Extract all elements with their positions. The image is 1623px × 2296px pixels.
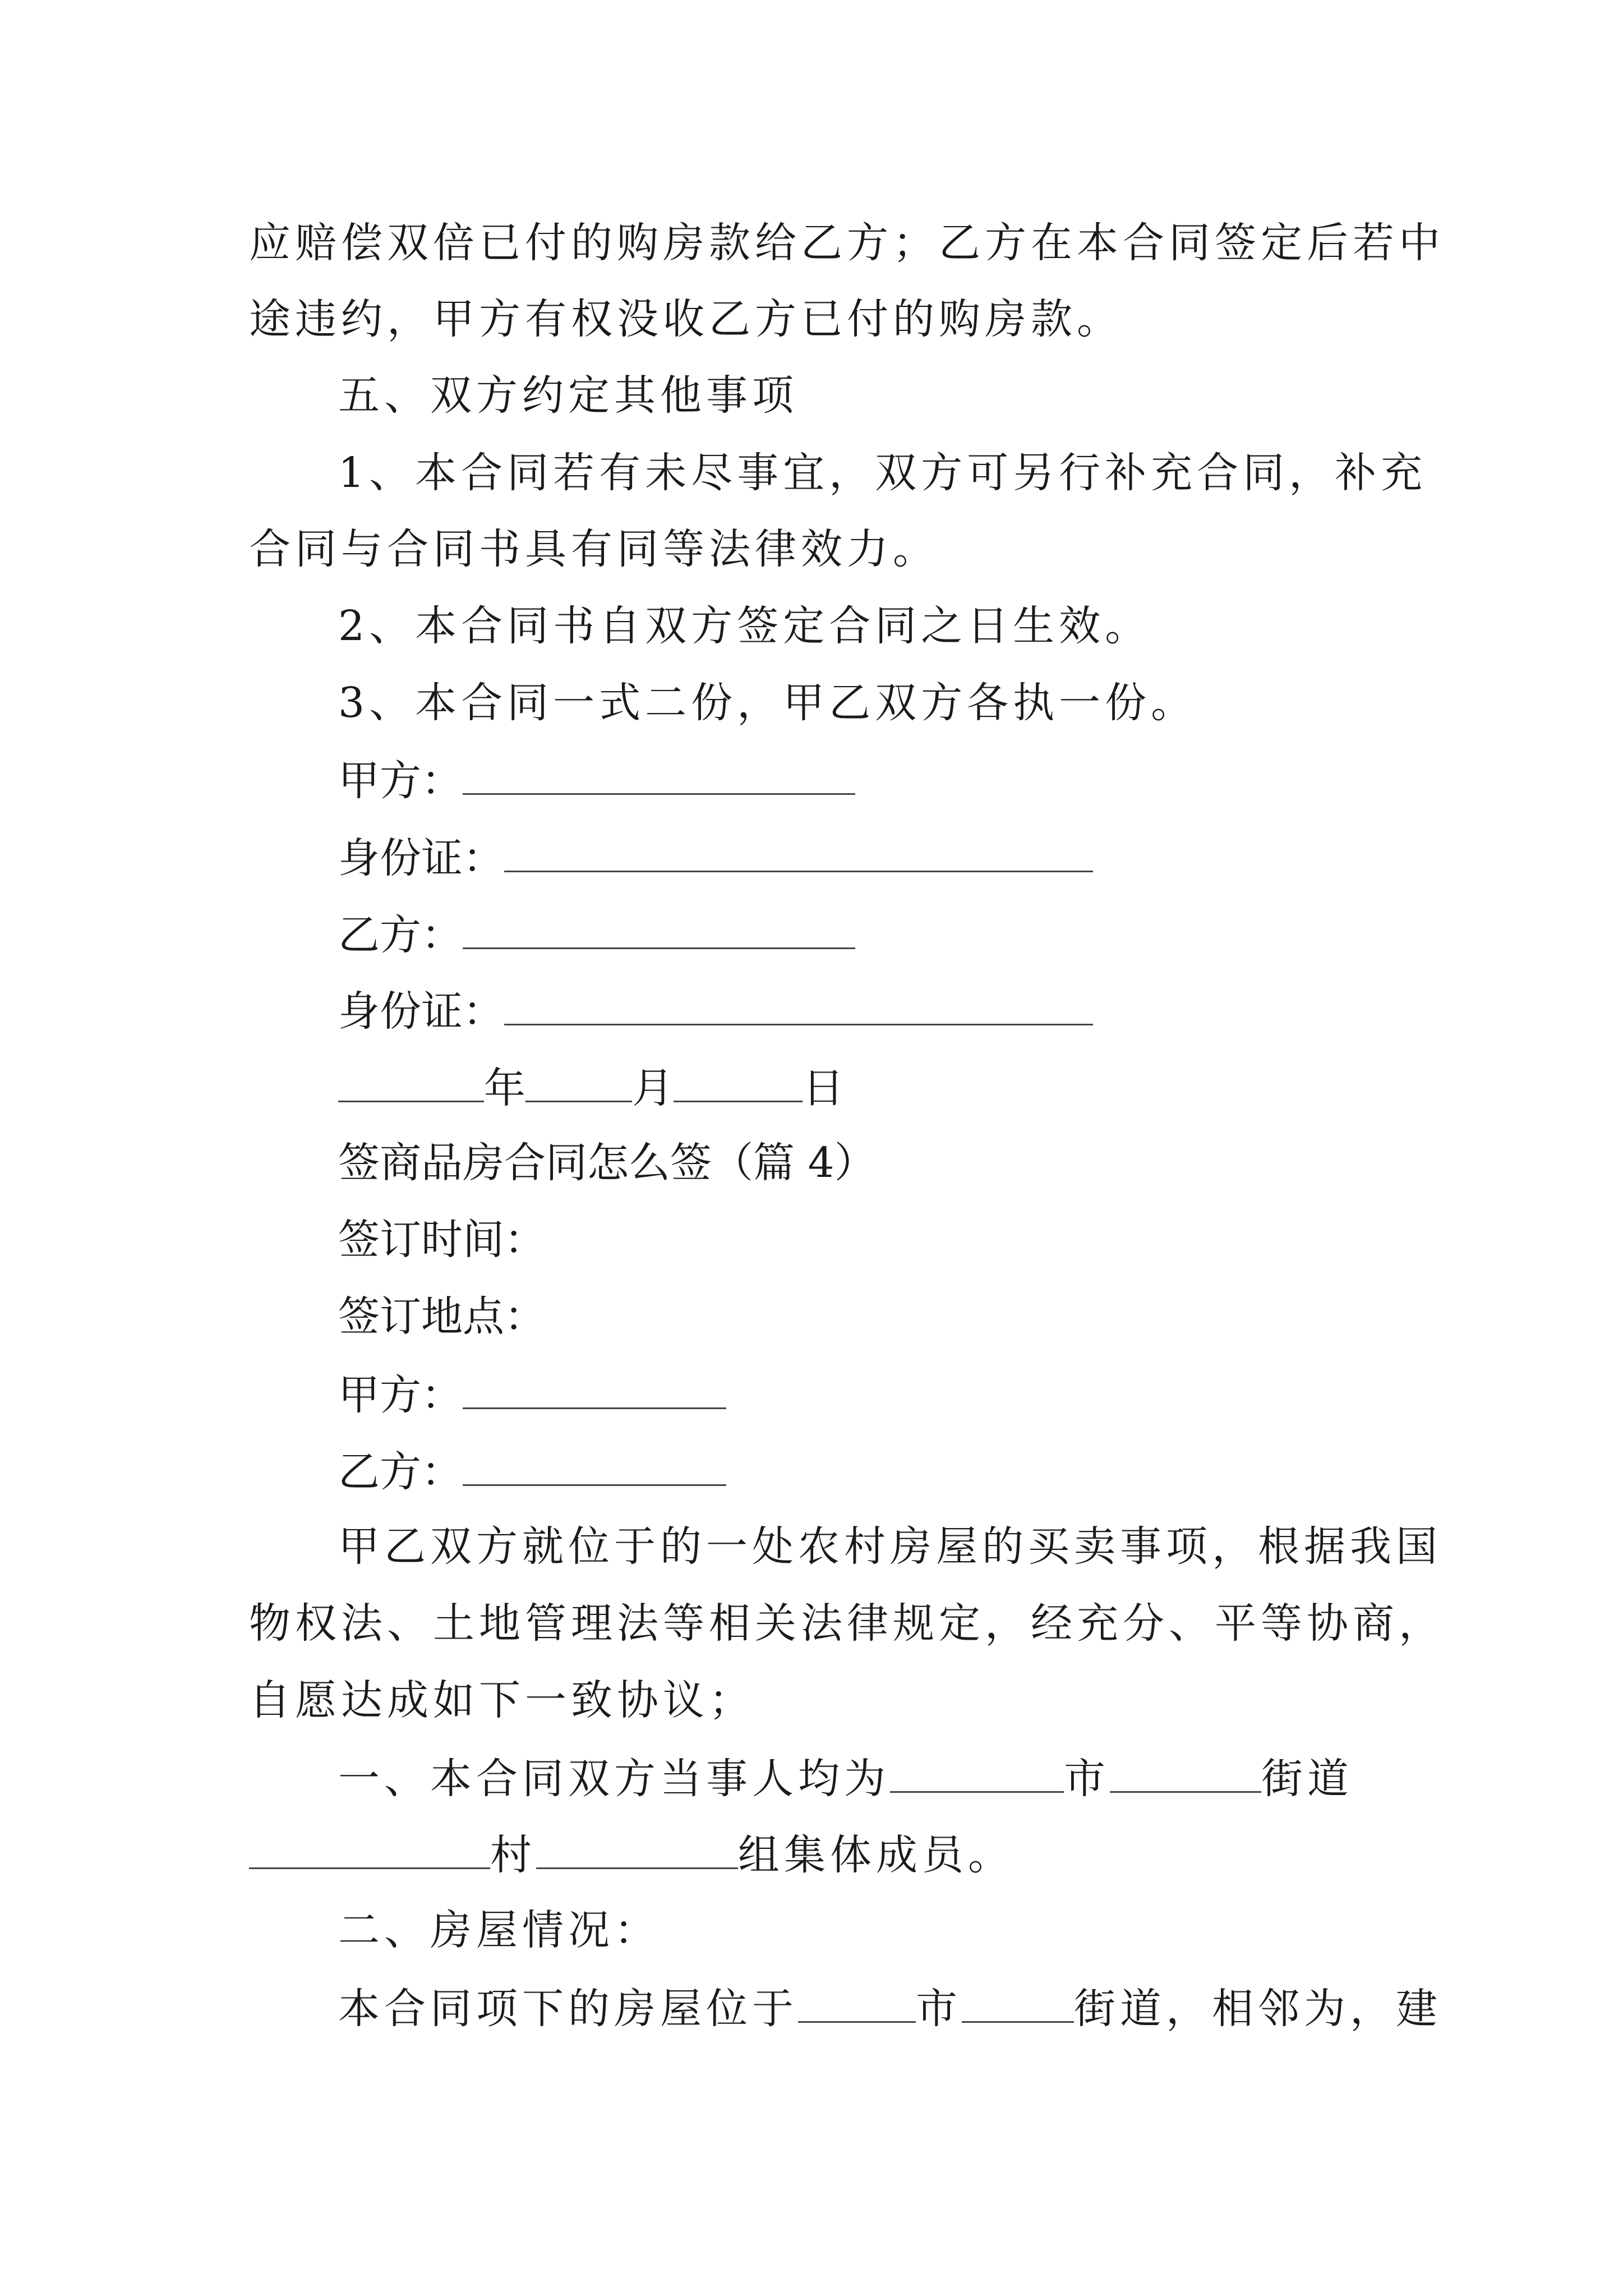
clause-text: 1、本合同若有未尽事宜，双方可另行补充合同，补充 — [338, 449, 1427, 497]
city-blank — [798, 1986, 916, 2023]
id-card-blank — [504, 989, 1093, 1025]
body-text-line: 途违约，甲方有权没收乙方已付的购房款。 — [249, 295, 1123, 343]
city-blank — [890, 1756, 1064, 1793]
signing-place-label: 签订地点： — [338, 1292, 546, 1341]
section-heading: 二、房屋情况： — [338, 1906, 660, 1954]
body-text-line: 物权法、土地管理法等相关法律规定，经充分、平等协商， — [249, 1599, 1445, 1648]
clause-text: 2、本合同书自双方签定合同之日生效。 — [338, 602, 1151, 650]
clause-text: 一、本合同双方当事人均为 — [338, 1755, 890, 1803]
party-b-blank — [463, 1450, 726, 1486]
party-b-signature-line — [338, 911, 855, 959]
village-blank — [249, 1833, 490, 1869]
group-blank — [536, 1833, 738, 1869]
clause-text: 合同与合同书具有同等法律效力。 — [249, 525, 939, 573]
section-title: 签商品房合同怎么签（篇 4） — [338, 1139, 876, 1187]
section-heading: 五、双方约定其他事项 — [338, 371, 798, 420]
party-b-id-line — [338, 987, 1093, 1036]
id-card-label: 身份证： — [338, 987, 504, 1036]
city-label: 市 — [1064, 1755, 1110, 1803]
party-b-label: 乙方： — [338, 1448, 463, 1496]
party-a-label: 甲方： — [338, 1371, 463, 1419]
clause-text: 本合同项下的房屋位于 — [338, 1985, 798, 2033]
year-blank — [338, 1066, 484, 1102]
street-blank — [1110, 1756, 1261, 1793]
party-b-label: 乙方： — [338, 911, 463, 959]
id-card-label: 身份证： — [338, 834, 504, 882]
body-text-line: 自愿达成如下一致协议； — [249, 1676, 755, 1724]
city-label: 市 — [916, 1985, 962, 2033]
party-a-label: 甲方： — [338, 757, 463, 805]
clause-text: 街道，相邻为，建 — [1074, 1985, 1442, 2033]
body-text-line: 甲乙双方就位于的一处农村房屋的买卖事项，根据我国 — [338, 1522, 1442, 1571]
day-label: 日 — [803, 1064, 844, 1112]
village-label: 村 — [490, 1831, 536, 1879]
street-blank — [962, 1986, 1074, 2023]
clause-line — [338, 1755, 1353, 1803]
id-card-blank — [504, 836, 1093, 872]
year-label: 年 — [484, 1064, 525, 1112]
clause-line — [249, 1831, 1014, 1879]
month-label: 月 — [632, 1064, 674, 1112]
party-a-signature-line — [338, 757, 855, 805]
body-text-line: 应赔偿双倍已付的购房款给乙方；乙方在本合同签定后若中 — [249, 219, 1445, 267]
signing-time-label: 签订时间： — [338, 1216, 546, 1264]
party-a-blank — [463, 758, 855, 795]
party-a-line — [338, 1371, 726, 1419]
clause-line — [338, 1985, 1442, 2033]
date-line — [338, 1064, 844, 1112]
party-a-id-line — [338, 834, 1093, 882]
clause-text: 3、本合同一式二份，甲乙双方各执一份。 — [338, 679, 1197, 727]
party-b-blank — [463, 913, 855, 949]
month-blank — [525, 1066, 632, 1102]
party-b-line — [338, 1448, 726, 1496]
party-a-blank — [463, 1373, 726, 1409]
clause-text: 组集体成员。 — [738, 1831, 1014, 1879]
street-label: 街道 — [1261, 1755, 1353, 1803]
day-blank — [674, 1066, 803, 1102]
